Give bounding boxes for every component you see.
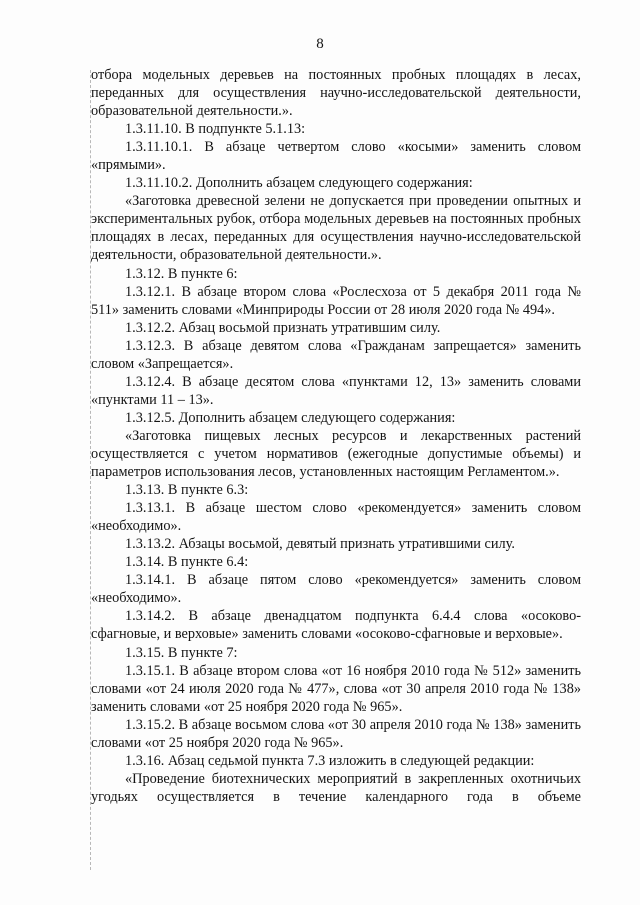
paragraph: 1.3.12.3. В абзаце девятом слова «Гражданам запрещается» заменить словом «Запрещается». — [91, 337, 581, 372]
paragraph: 1.3.13.2. Абзацы восьмой, девятый признать утратившими силу. — [125, 536, 515, 553]
paragraph: 1.3.12. В пункте 6: — [125, 265, 238, 282]
document-body — [91, 66, 581, 806]
page-number: 8 — [316, 36, 324, 52]
paragraph: 1.3.14. В пункте 6.4: — [125, 554, 249, 571]
paragraph: 1.3.14.2. В абзаце двенадцатом подпункта 6.4.4 слова «осоково-сфагновые, и верховые» заменить словами «осоково-сфагновые и верховые». — [91, 608, 581, 643]
paragraph: 1.3.13.1. В абзаце шестом слово «рекомендуется» заменить словом «необходимо». — [91, 500, 581, 535]
paragraph: «Проведение биотехнических мероприятий в закрепленных охотничьих угодьях осуществляется в течение календарного года в объеме — [91, 770, 581, 805]
paragraph: 1.3.16. Абзац седьмой пункта 7.3 изложить в следующей редакции: — [125, 752, 535, 769]
paragraph: 1.3.11.10.2. Дополнить абзацем следующего содержания: — [125, 175, 473, 192]
paragraph: отбора модельных деревьев на постоянных пробных площадях в лесах, переданных для осуществления научно-исследовательской деятельности, образовательной деятельности.». — [91, 67, 581, 120]
paragraph: 1.3.14.1. В абзаце пятом слово «рекомендуется» заменить словом «необходимо». — [91, 572, 581, 607]
paragraph: 1.3.12.5. Дополнить абзацем следующего содержания: — [125, 409, 456, 426]
paragraph: 1.3.15.1. В абзаце втором слова «от 16 ноября 2010 года № 512» заменить словами «от 24 июля 2020 года № 477», слова «от 30 апреля 2010 года № 138» заменить словами «от 25 ноября 2020 года № 965». — [91, 662, 581, 715]
paragraph: «Заготовка древесной зелени не допускается при проведении опытных и экспериментальных рубок, отбора модельных деревьев на постоянных пробных площадях в лесах, переданных для осуществления научно-исследовательской деятельности, образовательной деятельности.». — [91, 193, 581, 264]
paragraph: 1.3.15. В пункте 7: — [125, 644, 238, 661]
paragraph: 1.3.11.10.1. В абзаце четвертом слово «косыми» заменить словом «прямыми». — [91, 139, 581, 174]
paragraph: 1.3.12.2. Абзац восьмой признать утратившим силу. — [125, 319, 441, 336]
paragraph: 1.3.11.10. В подпункте 5.1.13: — [125, 121, 306, 138]
paragraph: «Заготовка пищевых лесных ресурсов и лекарственных растений осуществляется с учетом нормативов (ежегодные допустимые объемы) и параметров использования лесов, установленных настоящим Регламентом.». — [91, 427, 581, 481]
paragraph: 1.3.12.4. В абзаце десятом слова «пунктами 12, 13» заменить словами «пунктами 11 – 13». — [91, 373, 581, 408]
paragraph: 1.3.13. В пункте 6.3: — [125, 482, 249, 499]
paragraph: 1.3.15.2. В абзаце восьмом слова «от 30 апреля 2010 года № 138» заменить словами «от 25 ноября 2020 года № 965». — [91, 716, 581, 751]
paragraph: 1.3.12.1. В абзаце втором слова «Рослесхоза от 5 декабря 2011 года № 511» заменить словами «Минприроды России от 28 июля 2020 года № 494». — [91, 283, 581, 318]
